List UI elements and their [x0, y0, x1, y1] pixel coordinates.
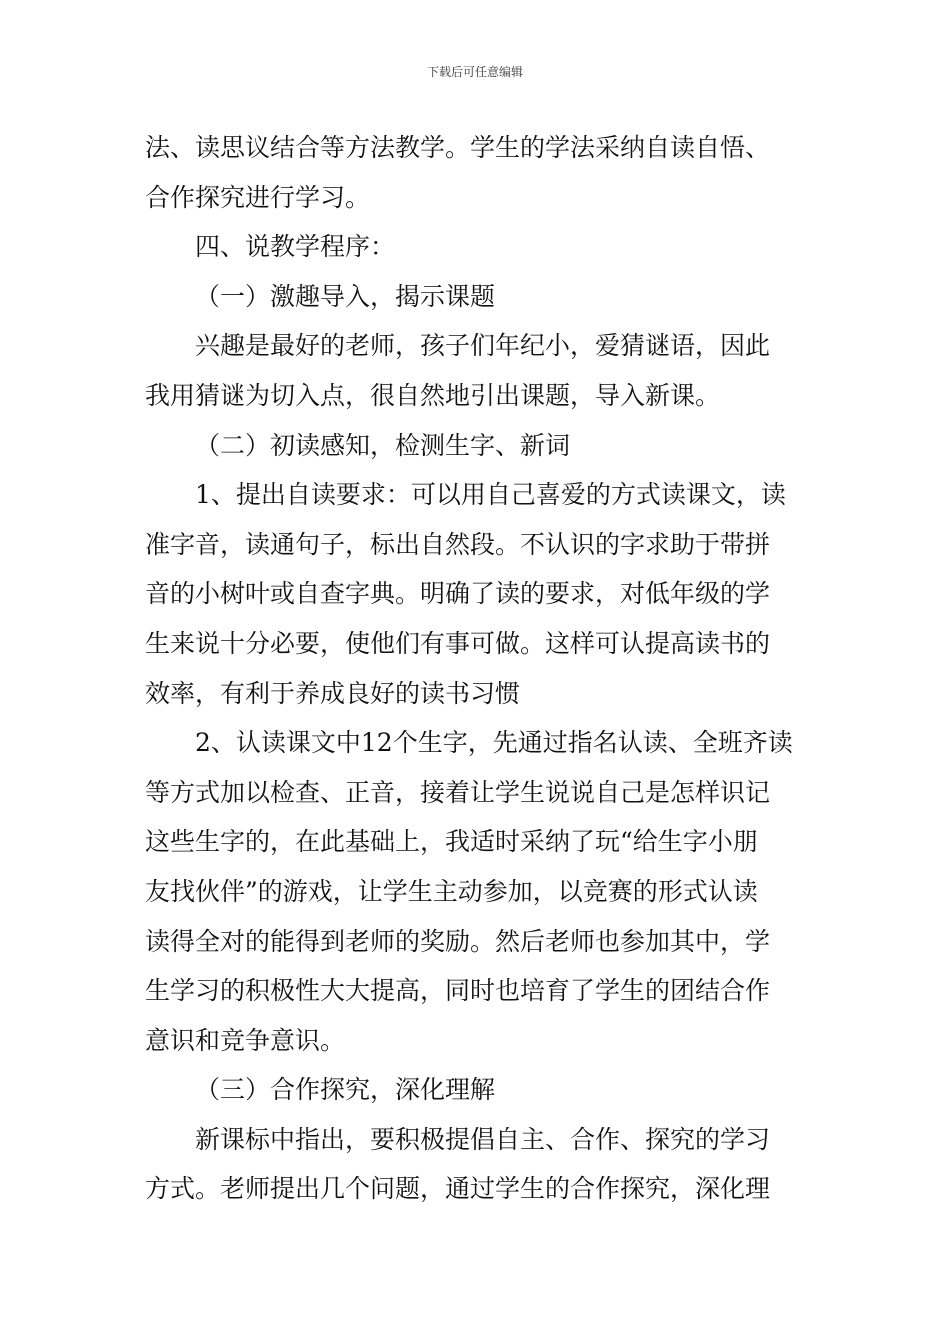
text-line: （三）合作探究，深化理解 [195, 1075, 496, 1105]
text-line: 生来说十分必要，使他们有事可做。这样可认提高读书的 [145, 628, 771, 658]
text-line: 法、读思议结合等方法教学。学生的学法采纳自读自悟、 [145, 133, 771, 162]
text-line: （一）激趣导入，揭示课题 [195, 281, 496, 311]
text-line: 读得全对的能得到老师的奖励。然后老师也参加其中，学 [145, 926, 771, 956]
text-line: 兴趣是最好的老师，孩子们年纪小，爱猜谜语，因此 [195, 331, 771, 361]
text-line: （二）初读感知，检测生字、新词 [195, 430, 571, 460]
text-line: 方式。老师提出几个问题，通过学生的合作探究，深化理 [145, 1174, 771, 1204]
text-line: 意识和竞争意识。 [145, 1025, 346, 1055]
text-line: 音的小树叶或自查字典。明确了读的要求，对低年级的学 [145, 579, 771, 609]
text-line: 准字音，读通句子，标出自然段。不认识的字求助于带拼 [145, 529, 771, 559]
text-line: 等方式加以检查、正音，接着让学生说说自己是怎样识记 [145, 777, 771, 807]
text-line: 四、说教学程序： [195, 232, 396, 262]
text-line: 2、认读课文中12个生字，先通过指名认读、全班齐读 [195, 728, 793, 758]
text-line: 我用猜谜为切入点，很自然地引出课题，导入新课。 [145, 380, 721, 410]
document-body [145, 123, 807, 1214]
text-line: 效率，有利于养成良好的读书习惯 [145, 678, 521, 708]
text-line: 生学习的积极性大大提高，同时也培育了学生的团结合作 [145, 976, 771, 1006]
text-line: 1、提出自读要求：可以用自己喜爱的方式读课文，读 [195, 480, 786, 510]
text-line: 新课标中指出，要积极提倡自主、合作、探究的学习 [195, 1124, 771, 1154]
text-line: 友找伙伴”的游戏，让学生主动参加，以竞赛的形式认读 [145, 876, 758, 906]
text-line: 这些生字的，在此基础上，我适时采纳了玩“给生字小朋 [145, 827, 758, 857]
page-header: 下载后可任意编辑 [426, 65, 523, 79]
text-line: 合作探究进行学习。 [145, 182, 371, 212]
